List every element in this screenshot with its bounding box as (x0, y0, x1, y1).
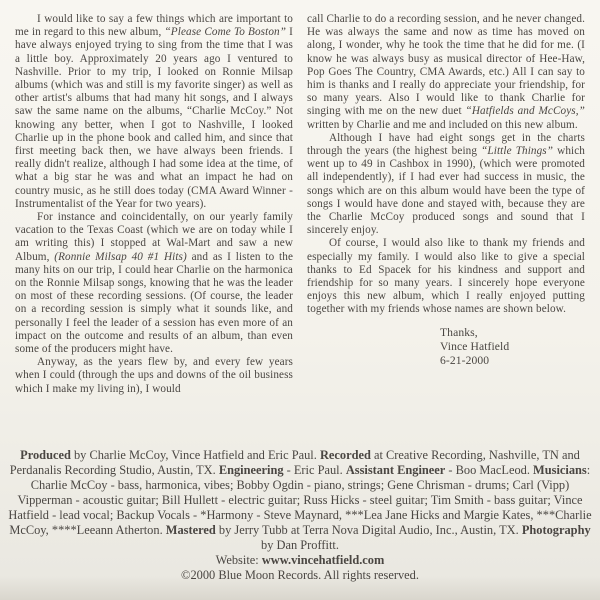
signature-thanks: Thanks, (440, 325, 478, 339)
letter-left-column (15, 13, 293, 449)
credits-text: Produced by Charlie McCoy, Vince Hatfield and Eric Paul. Recorded at Creative Recording, Nashville, TN and Perdanalis Recording Studio, Austin, TX. Engineering - Eric Paul. Assistant Engineer - Boo MacLeod. Musicians: Charlie McCoy - bass, harmonica, vibes; Bobby Ogdin - piano, strings; Gene Chrisman - drums; Carl (Vipp) Vipperman - acoustic guitar; Bill Hullett - electric guitar; Russ Hicks - steel guitar; Tim Smith - bass guitar; Vince Hatfield - lead vocal; Backup Vocals - *Harmony - Steve Maynard, ***Lea Jane Hicks and Margie Kates, ***Charlie McCoy, ****Leeann Atherton. Mastered by Jerry Tubb at Terra Nova Digital Audio, Inc., Austin, TX. Photography by Dan Proffitt. (8, 448, 592, 552)
signature-block (440, 326, 585, 368)
letter-body (15, 13, 585, 449)
website-line: Website: www.vincehatfield.com (215, 553, 385, 567)
signature-date: 6-21-2000 (440, 353, 490, 367)
letter-right-column (307, 13, 585, 449)
credits-block (8, 448, 592, 583)
paragraph-charts: Although I have had eight songs get in the charts through the years (the highest being “Little Things” which went up to 49 in Cashbox in 1990), (which were promoted all independently), if I had ever had success in music, the songs which are on this album would have been the type of songs I would have done and stayed with, because they are the Charlie McCoy produced songs and sound that I sincerely enjoy. (307, 131, 585, 237)
paragraph-intro: I would like to say a few things which are important to me in regard to this new album, “Please Come To Boston” I have always enjoyed trying to sing from the time that I was a little boy. Approximately 20 years ago I ventured to Nashville. Prior to my trip, I looked on Ronnie Milsap albums (which was and still is my favorite singer) as well as other artist's albums that had many hit songs, and I always saw the same name on the albums, “Charlie McCoy.” Not knowing any better, when I got to Nashville, I looked Charlie up in the phone book and called him, and since that first meeting back then, we have always been friends. I really didn't realize, although I had some idea at the time, of what a big star he was and what an impact he had on country music, as he still does today (CMA Award Winner - Instrumentalist of the Year for two years). (15, 13, 293, 210)
signature-name: Vince Hatfield (440, 339, 510, 353)
paragraph-vacation: For instance and coincidentally, on our yearly family vacation to the Texas Coast (which we are on today while I am writing this) I stopped at Wal-Mart and saw a new Album, (Ronnie Milsap 40 #1 Hits) and as I listen to the many hits on our trip, I could hear Charlie on the harmonica on the Ronnie Milsap songs, knowing that he was the leader on most of these recording sessions. (Of course, the leader on a recording session is simply what it sounds like, and personally I feel the leader of a session has even more of an impact on the outcome and results of an album, than even some of the producers might have. (15, 211, 294, 356)
paragraph-charlie: call Charlie to do a recording session, and he never changed. He was always the same and now as time has moved on along, I wonder, why he took the time that he did for me. (I know he was always busy as musical director of Hee-Haw, Pop Goes The Country, CMA Awards, etc.) All I can say to him is thanks and I really do appreciate your friendship, for so many years. Also I would like to thank Charlie for singing with me on the new duet “Hatfields and McCoys,” written by Charlie and me and included on this new album. (307, 13, 585, 131)
copyright-line: ©2000 Blue Moon Records. All rights reserved. (181, 568, 419, 582)
paragraph-thanks: Of course, I would also like to thank my friends and especially my family. I would also like to give a special thanks to Ed Spacek for his kindness and support and friendship for so many years. I sincerely hope everyone enjoys this new album, which I really enjoyed putting together with my friends whose names are shown below. (307, 237, 585, 316)
paragraph-anyway: Anyway, as the years flew by, and every few years when I could (through the ups and downs of the oil business which I make my living in), I would (15, 356, 293, 395)
